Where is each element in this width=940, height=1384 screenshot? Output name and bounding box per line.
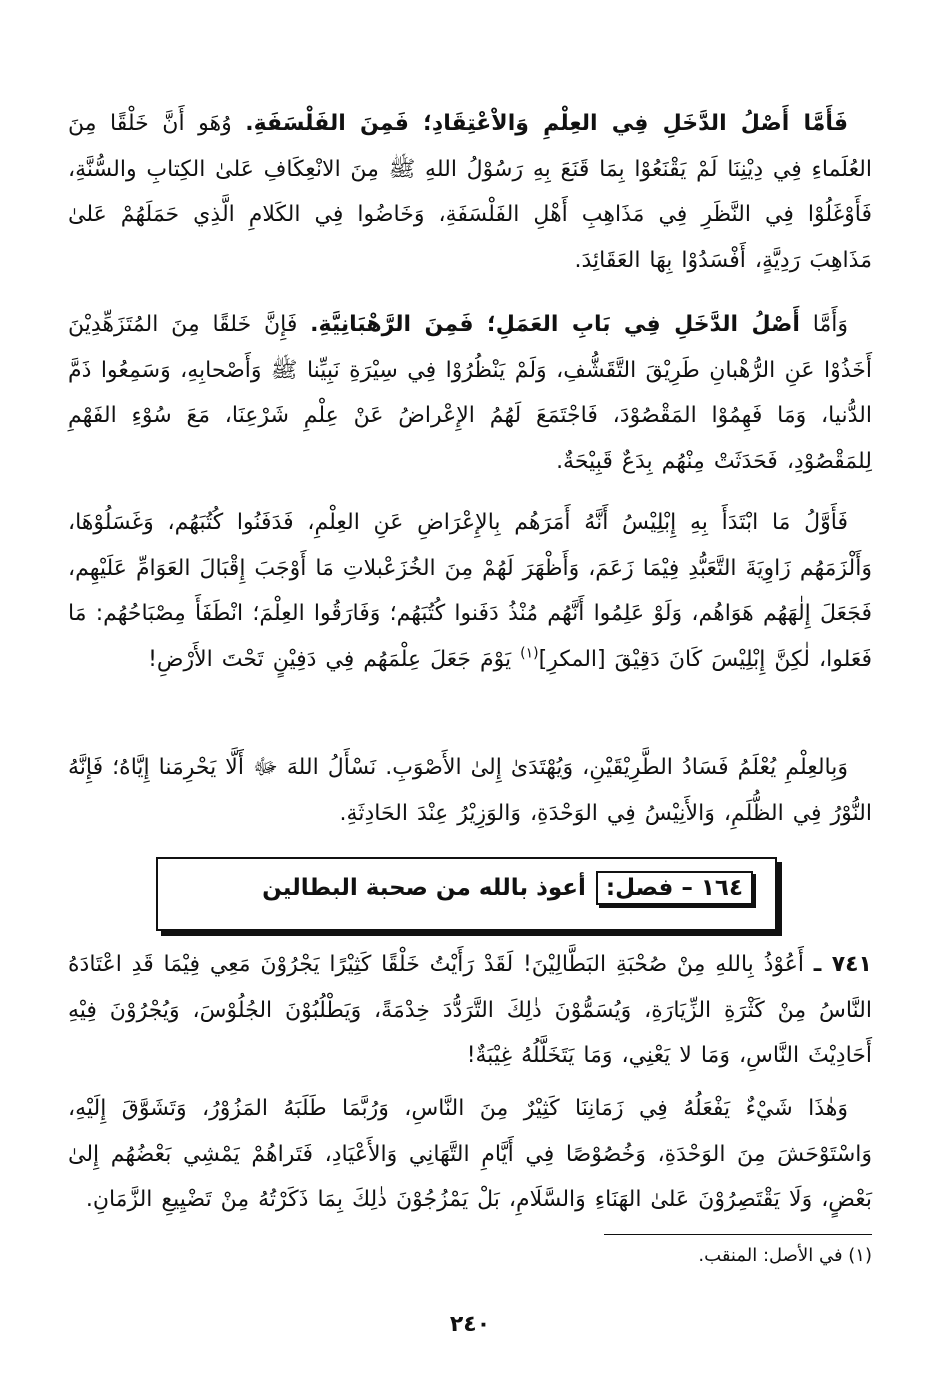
paragraph-text: وَبِالعِلْمِ يُعْلَمُ فَسَادُ الطَّرِيْقَيْنِ، وَيُهْتَدَىٰ إِلىٰ الأَصْوَبِ. نَسْأَلُ اللهَ ﷻ أَلَّا يَحْرِمَنا إِيَّاهُ؛ فَإِنَّهُ النُّوْرُ فِي الظُّلَمِ، وَالأَنِيْسُ فِي الوَحْدَةِ، وَالوَزِيْرُ عِنْدَ الحَادِثَةِ. — [68, 755, 872, 826]
paragraph-number: ٧٤١ ـ — [813, 952, 872, 977]
paragraph-lead: وَأَمَّا — [812, 312, 849, 337]
footnote-marker: (١) — [520, 645, 539, 662]
page-number: ٢٤٠ — [449, 1312, 491, 1337]
section-heading — [262, 871, 753, 905]
paragraph-idle-company — [68, 942, 872, 1079]
paragraph-text: أَعُوْذُ بِاللهِ مِنْ صُحْبَةِ البَطَّالِيْنَ! لَقَدْ رَأَيْتُ خَلْقًا كَثِيْرًا يَجْرُوْنَ مَعِي فِيْمَا قَدِ اعْتَادَهُ النَّاسُ مِنْ كَثْرَةِ الزِّيَارَةِ، وَيُسَمُّوْنَ ذٰلِكَ التَّرَدُّدَ خِدْمَةً، وَيَطْلُبُوْنَ الجُلُوْسَ، وَيُجْرُوْنَ فِيْهِ أَحَادِيْثَ النَّاسِ، وَمَا لا يَعْنِي، وَمَا يَتَخَلَّلُهُ غِيْبَةٌ! — [68, 952, 872, 1068]
paragraph-knowledge — [68, 745, 872, 836]
section-heading-box — [156, 857, 777, 931]
footnote: (١) في الأصل: المنقب. — [698, 1245, 872, 1266]
paragraph-philosophy — [68, 101, 872, 283]
section-number-label: ١٦٤ – فصل: — [596, 871, 753, 905]
paragraph-text: فَأَوَّلُ مَا ابْتَدَأَ بِهِ إِبْلِيْسُ أَنَّهُ أَمَرَهُم بِالإِعْرَاضِ عَنِ العِلْمِ، فَدَفَنُوا كُتُبَهُم، وَغَسَلُوْهَا، وَأَلْزَمَهُم زَاوِيَةَ التَّعَبُّدِ فِيْمَا زَعَمَ، وَأَظْهَرَ لَهُمْ مِنَ الخُزَعْبلاتِ مَا أَوْجَبَ إِقْبَالَ العَوَامِّ عَلَيْهِم، فَجَعَلَ إِلٰهَهُم هَوَاهُم، وَلَوْ عَلِمُوا أَنَّهُم مُنْذُ دَفَنوا كُتُبَهُم؛ وَفَارَقُوا العِلْمَ؛ انْطَفَأَ مِصْبَاحُهُم: مَا فَعَلوا، لٰكِنَّ إِبْلِيْسَ كَانَ دَقِيْقَ [المكرِ] — [68, 510, 872, 672]
paragraph-text-continued: يَوْمَ جَعَلَ عِلْمَهُم فِي دَفِيْنٍ تَحْتَ الأَرْضِ! — [148, 646, 512, 672]
paragraph-visits — [68, 1086, 872, 1223]
paragraph-iblis — [68, 500, 872, 682]
paragraph-text: فَإِنَّ خَلقًا مِنَ المُتَزَهِّدِيْنَ أَخَذُوْا عَنِ الرُّهْبانِ طَرِيْقَ التَّقَشُّفِ، وَلَمْ يَنْظُرُوْا فِي سِيْرَةِ نَبِيِّنا ﷺ وَأَصْحابِهِ، وَسَمِعُوا ذَمَّ الدُّنيا، وَمَا فَهِمُوْا المَقْصُوْدَ، فَاجْتَمَعَ لَهُمُ الإِعْراضُ عَنْ عِلْمِ شَرْعِنَا، مَعَ سُوْءِ الفَهْمِ لِلمَقْصُوْدِ، فَحَدَثَتْ مِنْهُم بِدَعٌ قَبِيْحَةٌ. — [68, 312, 872, 474]
paragraph-bold-lead: أَصْلُ الدَّخَلِ فِي بَابِ العَمَلِ؛ فَمِنَ الرَّهْبَانِيَّةِ. — [310, 312, 800, 337]
paragraph-bold-lead: فَأَمَّا أَصْلُ الدَّخَلِ فِي العِلْمِ وَالاْعْتِقَادِ؛ فَمِنَ الفَلْسَفَةِ. — [245, 111, 848, 136]
paragraph-text: وُهَو أَنَّ خَلْقًا مِنَ العُلَماءِ فِي دِيْنِنَا لَمْ يَقْنَعُوْا بِمَا قَنَعَ بِهِ رَسُوْلُ اللهِ ﷺ مِنَ الانْعِكَافِ عَلىٰ الكِتابِ والسُّنَّةِ، فَأَوْغَلُوْا فِي النَّظَرِ فِي مَذَاهِبِ أَهْلِ الفَلْسَفَةِ، وَخَاضُوا فِي الكَلامِ الَّذِي حَمَلَهُمْ عَلىٰ مَذَاهِبَ رَدِيَّةٍ، أَفْسَدُوْا بِهَا العَقَائِدَ. — [68, 111, 872, 273]
footnote-divider — [604, 1234, 872, 1235]
paragraph-text: وَهٰذَا شَيْءٌ يَفْعَلُهُ فِي زَمَانِنَا كَثِيْرٌ مِنَ النَّاسِ، وَرُبَّمَا طَلَبَهُ المَزُوْرُ، وَتَشَوَّقَ إِلَيْهِ، وَاسْتَوْحَشَ مِنَ الوَحْدَةِ، وَخُصُوْصًا فِي أَيَّامِ التَّهَانِي وَالأَعْيَادِ، فَتَراهُمْ يَمْشِي بَعْضُهُم إِلىٰ بَعْضٍ، وَلَا يَقْتَصِرُوْنَ عَلىٰ الهَنَاءِ وَالسَّلَامِ، بَلْ يَمْزُجُوْنَ ذٰلِكَ بِمَا ذَكَرْتُهُ مِنْ تَضْيِيعِ الزَّمَانِ. — [68, 1096, 872, 1212]
paragraph-monasticism — [68, 302, 872, 484]
section-title: أعوذ بالله من صحبة البطالين — [262, 875, 586, 901]
